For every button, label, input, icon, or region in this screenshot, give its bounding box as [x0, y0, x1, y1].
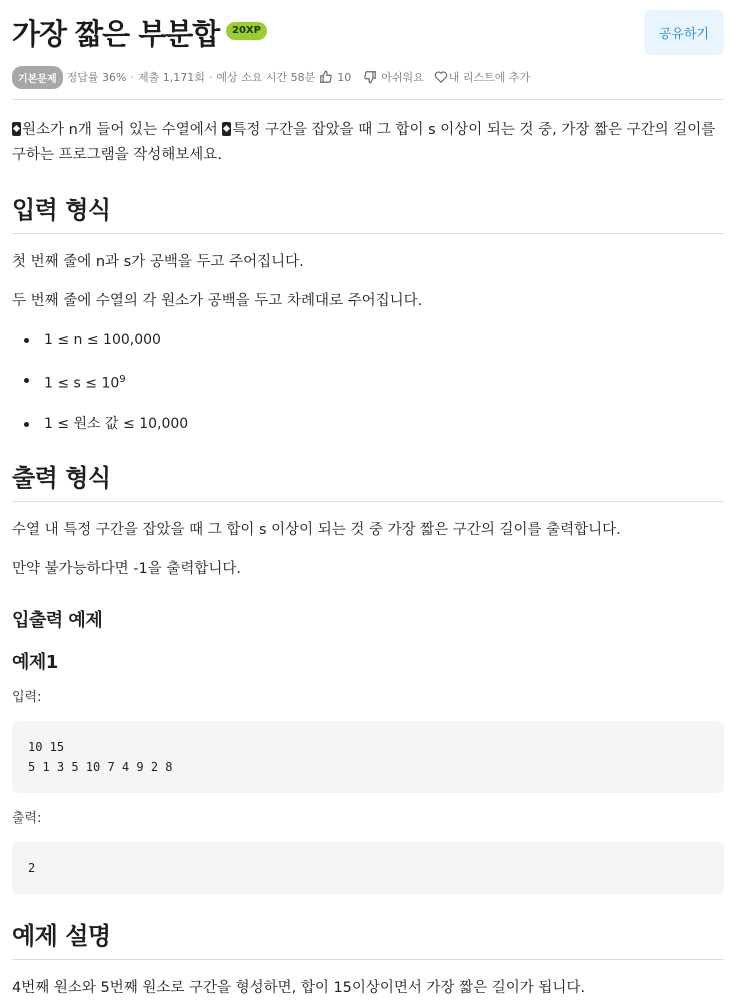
- problem-header: [12, 10, 724, 56]
- meta-separator: ·: [130, 70, 134, 84]
- intro-text-2: 특정 구간을 잡았을 때 그 합이 s 이상이 되는 것 중, 가장 짧은 구간의 길이를 구하는 프로그램을 작성해보세요.: [12, 122, 716, 163]
- problem-meta: [12, 66, 534, 88]
- page-title: 가장 짧은 부분합: [12, 17, 220, 51]
- constraint-item: $1 \le s \le 10^9$: [12, 370, 724, 394]
- constraint-list: [12, 330, 724, 434]
- section-divider: [12, 959, 724, 960]
- constraint-item: 1 ≤ n ≤ 100,000: [12, 330, 724, 350]
- example-output-label: 출력:: [12, 810, 42, 826]
- explanation-text: 4번째 원소와 5번째 원소로 구간을 형성하면, 합이 15이상이면서 가장 짧은 길이가 됩니다.: [12, 979, 586, 996]
- explanation-heading: 예제 설명: [12, 921, 111, 950]
- add-to-list-label: 내 리스트에 추가: [448, 71, 531, 84]
- dislike-label: 아쉬워요: [381, 71, 424, 84]
- intro-text-1: 원소가 n개 들어 있는 수열에서: [22, 122, 223, 138]
- submission-count: 제출 1,171회: [137, 71, 205, 84]
- share-button[interactable]: 공유하기: [644, 10, 724, 55]
- add-to-list-button[interactable]: [434, 69, 530, 85]
- section-divider: [12, 501, 724, 502]
- like-count: 10: [337, 70, 352, 84]
- thumbs-down-icon: [363, 70, 377, 84]
- output-format-heading: 출력 형식: [12, 463, 111, 492]
- dislike-button[interactable]: [363, 69, 424, 85]
- meta-separator: ·: [208, 70, 213, 84]
- constraint-item: 1 ≤ 원소 값 ≤ 10,000: [12, 414, 724, 434]
- bookmark-icon: [12, 122, 21, 136]
- input-line-1: 첫 번째 줄에 n과 s가 공백을 두고 주어집니다.: [12, 254, 304, 270]
- examples-heading: 입출력 예제: [12, 609, 103, 631]
- estimated-time: 예상 소요 시간 58분: [216, 71, 316, 84]
- example-input-code[interactable]: 10 15 5 1 3 5 10 7 4 9 2 8: [12, 721, 724, 793]
- like-button[interactable]: [319, 70, 351, 84]
- problem-content: [12, 118, 724, 1001]
- example-input-label: 입력:: [12, 689, 42, 705]
- problem-description: [12, 118, 724, 168]
- output-line-2: 만약 불가능하다면 -1을 출력합니다.: [12, 560, 241, 577]
- header-divider: [12, 99, 724, 100]
- example-title: 예제1: [12, 651, 58, 673]
- bookmark-icon: [222, 122, 231, 136]
- thumbs-up-icon: [319, 70, 333, 84]
- output-line-1: 수열 내 특정 구간을 잡았을 때 그 합이 s 이상이 되는 것 중 가장 짧은 구간의 길이를 출력합니다.: [12, 521, 621, 538]
- xp-badge: 20XP: [226, 22, 267, 40]
- example-output-code[interactable]: 2: [12, 842, 724, 894]
- heart-icon: [434, 70, 448, 84]
- input-format-heading: 입력 형식: [12, 196, 111, 224]
- difficulty-tag: 기본문제: [12, 66, 63, 89]
- accuracy-text: 정답률 36%: [66, 71, 127, 84]
- section-divider: [12, 233, 724, 234]
- input-line-2: 두 번째 줄에 수열의 각 원소가 공백을 두고 차례대로 주어집니다.: [12, 293, 423, 309]
